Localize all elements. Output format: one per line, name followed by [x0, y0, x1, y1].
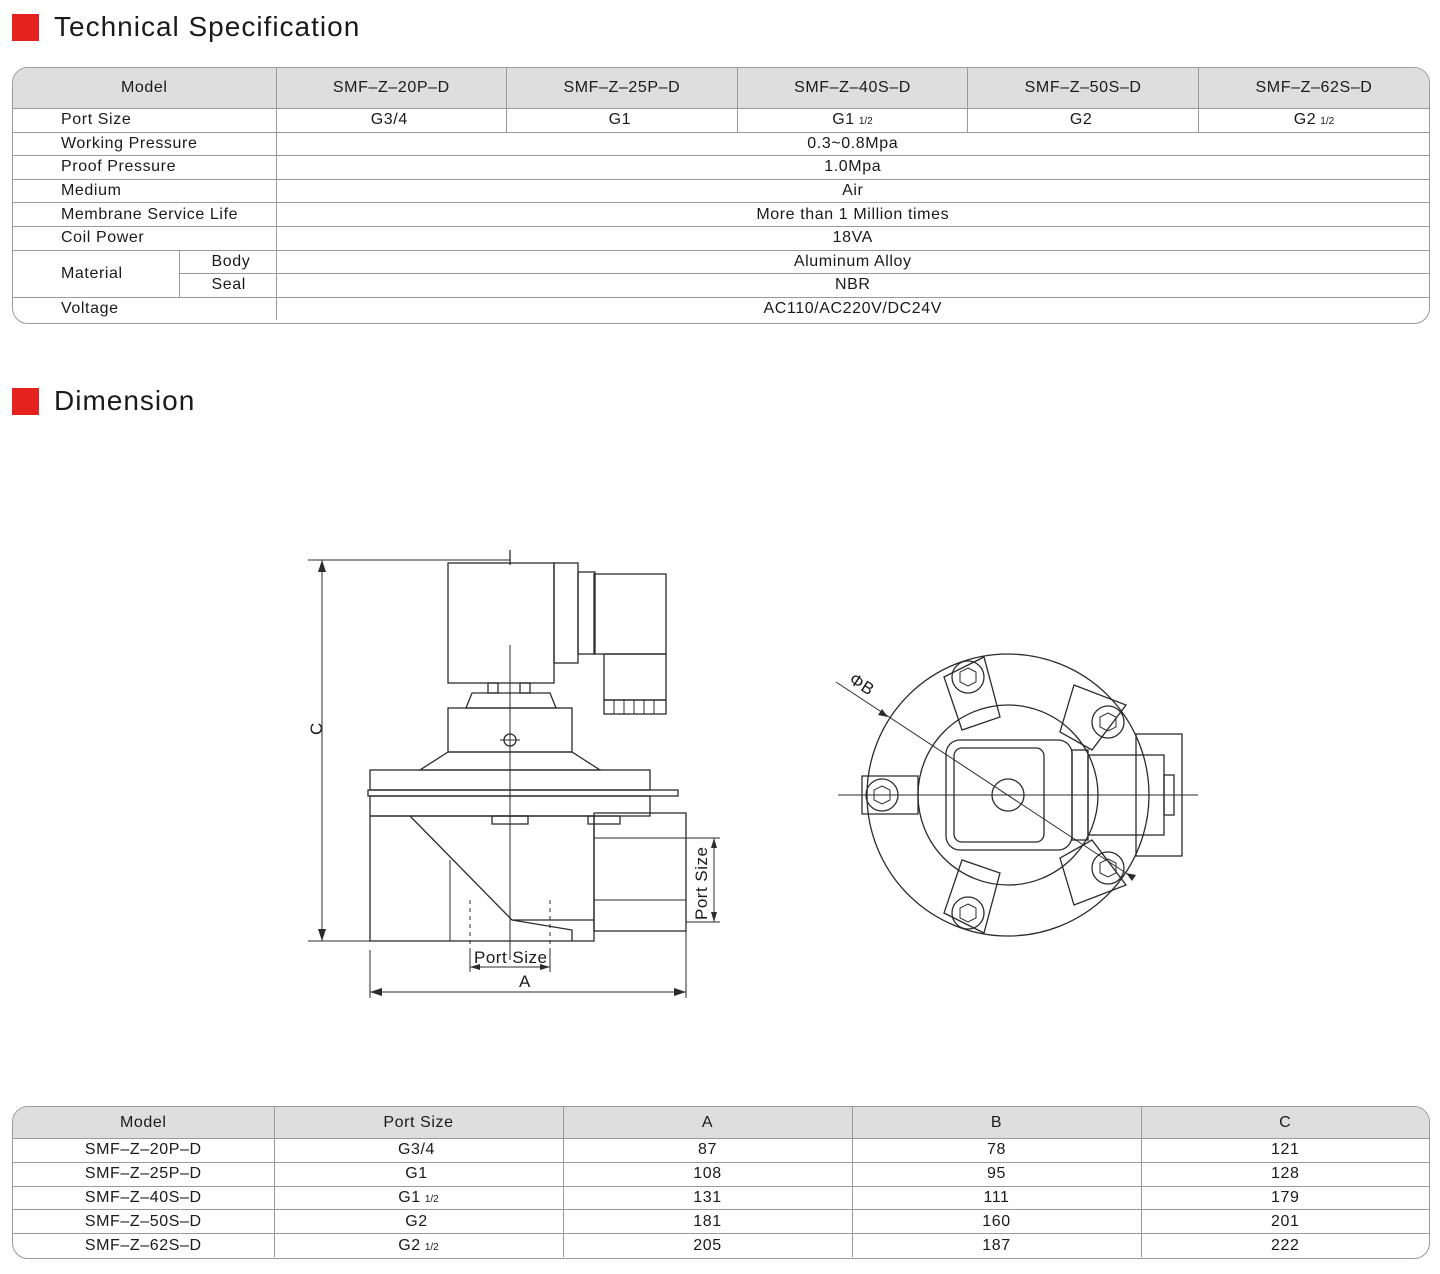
red-square-icon: [12, 14, 39, 41]
port-size-cell: [737, 109, 968, 133]
dimension-drawing: [0, 420, 1440, 1080]
table-row: [13, 250, 1429, 274]
c-cell: 128: [1141, 1162, 1429, 1186]
table-row: [13, 132, 1429, 156]
port-size-value: G3/4: [370, 111, 408, 129]
b-cell: 160: [852, 1210, 1141, 1234]
table-row: [13, 297, 1429, 320]
sub-row-label: Body: [179, 250, 276, 274]
row-label: Material: [13, 250, 179, 297]
bolt-icon: [952, 661, 984, 693]
port-size-cell: [274, 1162, 563, 1186]
section-title: Technical Specification: [54, 11, 361, 42]
spec-table-container: [12, 67, 1430, 324]
table-row: [13, 226, 1429, 250]
header-cell: SMF–Z–62S–D: [1198, 68, 1429, 109]
model-cell: SMF–Z–20P–D: [13, 1139, 274, 1163]
port-size-fraction: 1/2: [424, 1241, 439, 1253]
port-size-fraction: 1/2: [858, 116, 873, 128]
seal-material-value: NBR: [276, 274, 1429, 298]
dimension-b-label: ΦB: [845, 669, 878, 700]
b-cell: 78: [852, 1139, 1141, 1163]
port-size-value: G2: [1293, 111, 1317, 129]
header-cell: C: [1141, 1107, 1429, 1139]
working-pressure-value: 0.3~0.8Mpa: [276, 132, 1429, 156]
b-cell: 95: [852, 1162, 1141, 1186]
c-cell: 121: [1141, 1139, 1429, 1163]
header-cell: SMF–Z–40S–D: [737, 68, 968, 109]
port-size-value: G1: [405, 1165, 428, 1183]
table-row: [13, 1186, 1429, 1210]
voltage-value: AC110/AC220V/DC24V: [276, 297, 1429, 320]
dimension-header: [12, 385, 195, 417]
side-view: [307, 550, 720, 998]
port-size-fraction: 1/2: [424, 1193, 439, 1205]
row-label: Coil Power: [13, 226, 276, 250]
model-cell: SMF–Z–62S–D: [13, 1234, 274, 1257]
header-cell: Model: [13, 68, 276, 109]
membrane-life-value: More than 1 Million times: [276, 203, 1429, 227]
valve-drawing-svg: [0, 420, 1440, 1080]
header-cell: A: [563, 1107, 852, 1139]
row-label: Medium: [13, 179, 276, 203]
header-cell: Model: [13, 1107, 274, 1139]
row-label: Port Size: [13, 109, 276, 133]
model-cell: SMF–Z–40S–D: [13, 1186, 274, 1210]
header-cell: B: [852, 1107, 1141, 1139]
row-label: Working Pressure: [13, 132, 276, 156]
port-size-value: G3/4: [397, 1141, 436, 1159]
spec-table: [13, 68, 1429, 320]
a-cell: 131: [563, 1186, 852, 1210]
coil-power-value: 18VA: [276, 226, 1429, 250]
table-row: [13, 1210, 1429, 1234]
table-row: [13, 1139, 1429, 1163]
port-size-fraction: 1/2: [1320, 116, 1335, 128]
port-size-cell: [968, 109, 1199, 133]
table-header-row: [13, 68, 1429, 109]
port-size-cell: [274, 1139, 563, 1163]
port-size-value: G2: [1069, 111, 1093, 129]
header-cell: SMF–Z–50S–D: [968, 68, 1199, 109]
port-size-value: G1: [398, 1188, 421, 1206]
proof-pressure-value: 1.0Mpa: [276, 156, 1429, 180]
dimension-table-container: [12, 1106, 1430, 1259]
model-cell: SMF–Z–25P–D: [13, 1162, 274, 1186]
technical-specification-header: [12, 11, 360, 43]
row-label: Membrane Service Life: [13, 203, 276, 227]
a-cell: 108: [563, 1162, 852, 1186]
header-cell: Port Size: [274, 1107, 563, 1139]
c-cell: 201: [1141, 1210, 1429, 1234]
port-size-value: G1: [832, 111, 855, 129]
table-row: [13, 274, 1429, 298]
dimension-a-label: A: [519, 972, 531, 991]
port-size-bottom-label: Port Size: [474, 948, 548, 967]
top-view: [836, 654, 1198, 936]
body-material-value: Aluminum Alloy: [276, 250, 1429, 274]
port-size-cell: [274, 1186, 563, 1210]
port-size-value: G2: [398, 1236, 421, 1254]
table-row: [13, 203, 1429, 227]
port-size-cell: [274, 1210, 563, 1234]
table-header-row: [13, 1107, 1429, 1139]
model-cell: SMF–Z–50S–D: [13, 1210, 274, 1234]
b-cell: 111: [852, 1186, 1141, 1210]
bolt-icon: [1092, 706, 1124, 738]
table-row: [13, 1162, 1429, 1186]
port-size-cell: [1198, 109, 1429, 133]
port-size-cell: [507, 109, 738, 133]
table-row: [13, 109, 1429, 133]
header-cell: SMF–Z–20P–D: [276, 68, 507, 109]
sub-row-label: Seal: [179, 274, 276, 298]
dimension-c-label: C: [307, 722, 326, 735]
b-cell: 187: [852, 1234, 1141, 1257]
header-cell: SMF–Z–25P–D: [507, 68, 738, 109]
table-row: [13, 179, 1429, 203]
port-size-side-label: Port Size: [692, 846, 711, 920]
table-row: [13, 1234, 1429, 1257]
dimension-table: [13, 1107, 1429, 1257]
a-cell: 205: [563, 1234, 852, 1257]
port-size-cell: [276, 109, 507, 133]
port-size-cell: [274, 1234, 563, 1257]
bolt-icon: [952, 897, 984, 929]
section-title: Dimension: [54, 385, 196, 416]
row-label: Proof Pressure: [13, 156, 276, 180]
c-cell: 222: [1141, 1234, 1429, 1257]
medium-value: Air: [276, 179, 1429, 203]
c-cell: 179: [1141, 1186, 1429, 1210]
a-cell: 87: [563, 1139, 852, 1163]
port-size-value: G1: [608, 111, 632, 129]
a-cell: 181: [563, 1210, 852, 1234]
red-square-icon: [12, 388, 39, 415]
port-size-value: G2: [405, 1212, 428, 1230]
row-label: Voltage: [13, 297, 276, 320]
table-row: [13, 156, 1429, 180]
